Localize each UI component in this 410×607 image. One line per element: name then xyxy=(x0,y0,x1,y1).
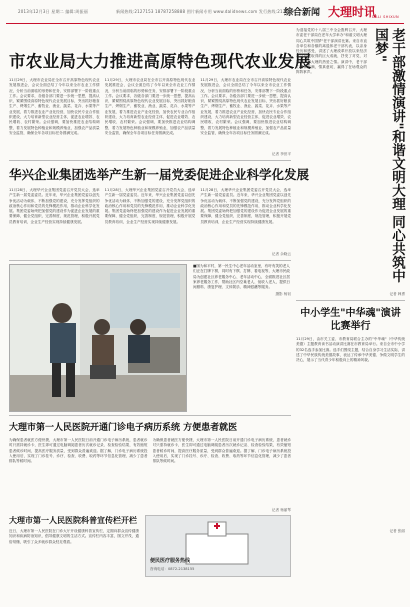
article2-text: 11月28日，大理华兴企业集团党委召开党员大会，选举产生新一届党委委员。近年来，华兴企业集团党委以创先争优活动为载体，不断加强党的建设，充分发挥党组织的政治核心作用和党员的先锋模范作用，推动企业科学化发展。集团党委始终把加强党的建设作为促进企业发展的重要保障，健全党组织，完善制度，规范管理，积极开展党员教育培训，企业生产经营实现持续健康发展。 xyxy=(104,188,196,224)
article2-title: 华兴企业集团选举产生新一届党委促进企业科学化发展 xyxy=(9,167,310,182)
right-article1 xyxy=(296,28,405,290)
article1-text: 11月29日，大理市农业局在全市召开高原特色现代农业发展推进会，会议全面总结了今年以来全市农业工作情况，分析当前面临的形势和任务，安排部署下一阶段重点工作。会议要求，各级各部门要进一步统一思想，提高认识，紧紧围绕高原特色现代农业发展目标，突出抓好粮食生产、烤烟生产、畜牧业、渔业、蔬菜、花卉、水果等产业发展，着力推进农业产业化经营，加快农民专业合作组织建设，大力培育新型农业经营主体，促进农业增效、农民增收、农村繁荣。会议强调，要加快推进农业结构调整，着力发展特色种植业和规模养殖业，加强农产品质量安全监管，确保全年各项目标任务圆满完成。 xyxy=(9,78,100,135)
article1-text: 11月29日，大理市农业局在全市召开高原特色现代农业发展推进会，会议全面总结了今年以来全市农业工作情况，分析当前面临的形势和任务，安排部署下一阶段重点工作。会议要求，各级各部门要进一步统一思想，提高认识，紧紧围绕高原特色现代农业发展目标，突出抓好粮食生产、烤烟生产、畜牧业、渔业、蔬菜、花卉、水果等产业发展，着力推进农业产业化经营，加快农民专业合作组织建设，大力培育新型农业经营主体，促进农业增效、农民增收、农村繁荣。会议强调，要加快推进农业结构调整，着力发展特色种植业和规模养殖业，加强农产品质量安全监管，确保全年各项目标任务圆满完成。 xyxy=(104,78,196,135)
article3-text: 为确保患者就医方便快捷，大理市第一人民医院日前开通门诊电子病历系统，患者就诊时只需持就诊卡，医生即可通过电脑调阅患者历次就诊记录、检查检验结果，有效缩短患者候诊时间，提高医疗服务质量，受到群众普遍欢迎。据了解，门诊电子病历系统投入使用后，实现了门诊挂号、诊疗、检查、收费、取药等环节信息化管理，减少了患者排队等候时间。 xyxy=(152,438,291,464)
article2-text: 11月28日，大理华兴企业集团党委召开党员大会，选举产生新一届党委委员。近年来，华兴企业集团党委以创先争优活动为载体，不断加强党的建设，充分发挥党组织的政治核心作用和党员的先锋模范作用，推动企业科学化发展。集团党委始终把加强党的建设作为促进企业发展的重要保障，健全党组织，完善制度，规范管理，积极开展党员教育培训，企业生产经营实现持续健康发展。 xyxy=(9,188,100,224)
dateline: 2013年12月3日 星期二 编辑:周振丽 xyxy=(18,9,88,14)
right-column xyxy=(296,28,405,534)
article4-text: 近日，大理市第一人民医院在门诊大厅开设健康科普宣传栏，定期向群众宣传健康知识和疾病防治知识，倡导健康文明的生活方式。宣传栏内容丰富，图文并茂，通俗易懂，吸引了众多就诊群众驻足观看。 xyxy=(9,529,139,544)
divider xyxy=(296,300,405,301)
article1-byline: 记者 李世平 xyxy=(271,152,291,156)
header-rule xyxy=(6,23,404,24)
article1-title: 市农业局大力推进高原特色现代农业发展 xyxy=(9,52,312,71)
article2-text: 11月28日，大理华兴企业集团党委召开党员大会，选举产生新一届党委委员。近年来，华兴企业集团党委以创先争优活动为载体，不断加强党的建设，充分发挥党组织的政治核心作用和党员的先锋模范作用，推动企业科学化发展。集团党委始终把加强党的建设作为促进企业发展的重要保障，健全党组织，完善制度，规范管理，积极开展党员教育培训，企业生产经营实现持续健康发展。 xyxy=(200,188,291,224)
article1-text: 11月29日，大理市农业局在全市召开高原特色现代农业发展推进会，会议全面总结了今年以来全市农业工作情况，分析当前面临的形势和任务，安排部署下一阶段重点工作。会议要求，各级各部门要进一步统一思想，提高认识，紧紧围绕高原特色现代农业发展目标，突出抓好粮食生产、烤烟生产、畜牧业、渔业、蔬菜、花卉、水果等产业发展，着力推进农业产业化经营，加快农民专业合作组织建设，大力培育新型农业经营主体，促进农业增效、农民增收、农村繁荣。会议强调，要加快推进农业结构调整，着力发展特色种植业和规模养殖业，加强农产品质量安全监管，确保全年各项目标任务圆满完成。 xyxy=(200,78,291,135)
newspaper-logo: 大理时讯 xyxy=(328,5,377,19)
article1-body xyxy=(9,78,291,150)
divider xyxy=(9,415,291,416)
bottom-row xyxy=(9,515,291,581)
divider xyxy=(9,160,291,161)
newspaper-logo-sub: DALI SHIXUN xyxy=(372,15,399,19)
article3-byline: 记者 杨丽琴 xyxy=(271,508,291,512)
article4-title: 大理市第一人民医院科普宣传栏开栏 xyxy=(9,515,137,525)
article2-body xyxy=(9,188,291,250)
hospital-building-icon xyxy=(182,520,252,566)
ad-block xyxy=(145,515,291,577)
right1-byline: 记者 韩勇 xyxy=(389,292,405,296)
right2-title: 中小学生"中华魂"演讲比赛举行 xyxy=(300,308,401,332)
ad-title: 便民医疗服务热线 xyxy=(150,558,191,564)
right1-text: 为迎接党的十八届三中全会胜利召开，大理市委老干部局在老年大学举办"和谐文明大理 同心共筑中国梦"老干部演讲比赛。来自市直各单位和各镇的离退休老干部代表，以亲身经历和感受，讲述了大理改革开放以来经济社会发展取得的巨大成就，抒发了对党、对祖国、对大理的热爱之情。演讲中，老干部们精神饱满，情真意切，赢得了在场观众的阵阵掌声。 xyxy=(296,28,367,75)
divider xyxy=(9,260,291,261)
article3-text: 为确保患者就医方便快捷，大理市第一人民医院日前开通门诊电子病历系统，患者就诊时只需持就诊卡，医生即可通过电脑调阅患者历次就诊记录、检查检验结果，有效缩短患者候诊时间，提高医疗服务质量，受到群众普遍欢迎。据了解，门诊电子病历系统投入使用后，实现了门诊挂号、诊疗、检查、收费、取药等环节信息化管理，减少了患者排队等候时间。 xyxy=(9,438,148,464)
photo-caption: ■图为和平村，第一民生中心老年活动室里，有吁有笑的老人们正在打牌下棋，同时有下棋、打牌、看电视等，大理市民政局为创建社区养老服务中心、老年活动中心，全面推进社区居家养老服务工作，帮助社区内空巢老人、低收入老人，提供日间照料、康复护理、文体娱乐、精神慰藉等服务。 xyxy=(193,264,291,290)
page-header xyxy=(6,3,404,25)
right1-title: 老干部激情演讲"和谐文明大理 同心共筑中国梦" xyxy=(372,28,405,283)
ad-subtitle: 咨询电话：0872-2138155 xyxy=(150,567,195,571)
right2-text: 11月29日，由市关工委、市教育局联合主办的"中华魂"（中华传统美德）主题教育读书活动演讲比赛在市教育局举行。来自全市中小学的32名选手参加比赛。选手们围绕主题，结合自身学习生活实际，讲述了中华民族传统美德故事，表达了传承中华美德、争做文明学生的决心，展示了当代青少年积极向上的精神风貌。 xyxy=(296,337,405,363)
news-photo xyxy=(9,264,187,412)
article2-byline: 记者 余晓云 xyxy=(271,252,291,256)
right2-byline: 记者 张丽 xyxy=(389,529,405,533)
main-column xyxy=(9,28,312,581)
section-name: 综合新闻 xyxy=(284,8,321,18)
article3-body xyxy=(9,438,291,506)
contact-line: 新闻热线:2127153 18787258888 图片新闻专用 www.dalidnews.com 发行热线:2121383 xyxy=(116,9,297,14)
photo-illustration xyxy=(10,265,187,412)
photo-credit: 摄影 杨钊 xyxy=(275,292,291,297)
photo-feature xyxy=(9,264,291,412)
article3-title: 大理市第一人民医院开通门诊电子病历系统 方便患者就医 xyxy=(9,423,238,433)
